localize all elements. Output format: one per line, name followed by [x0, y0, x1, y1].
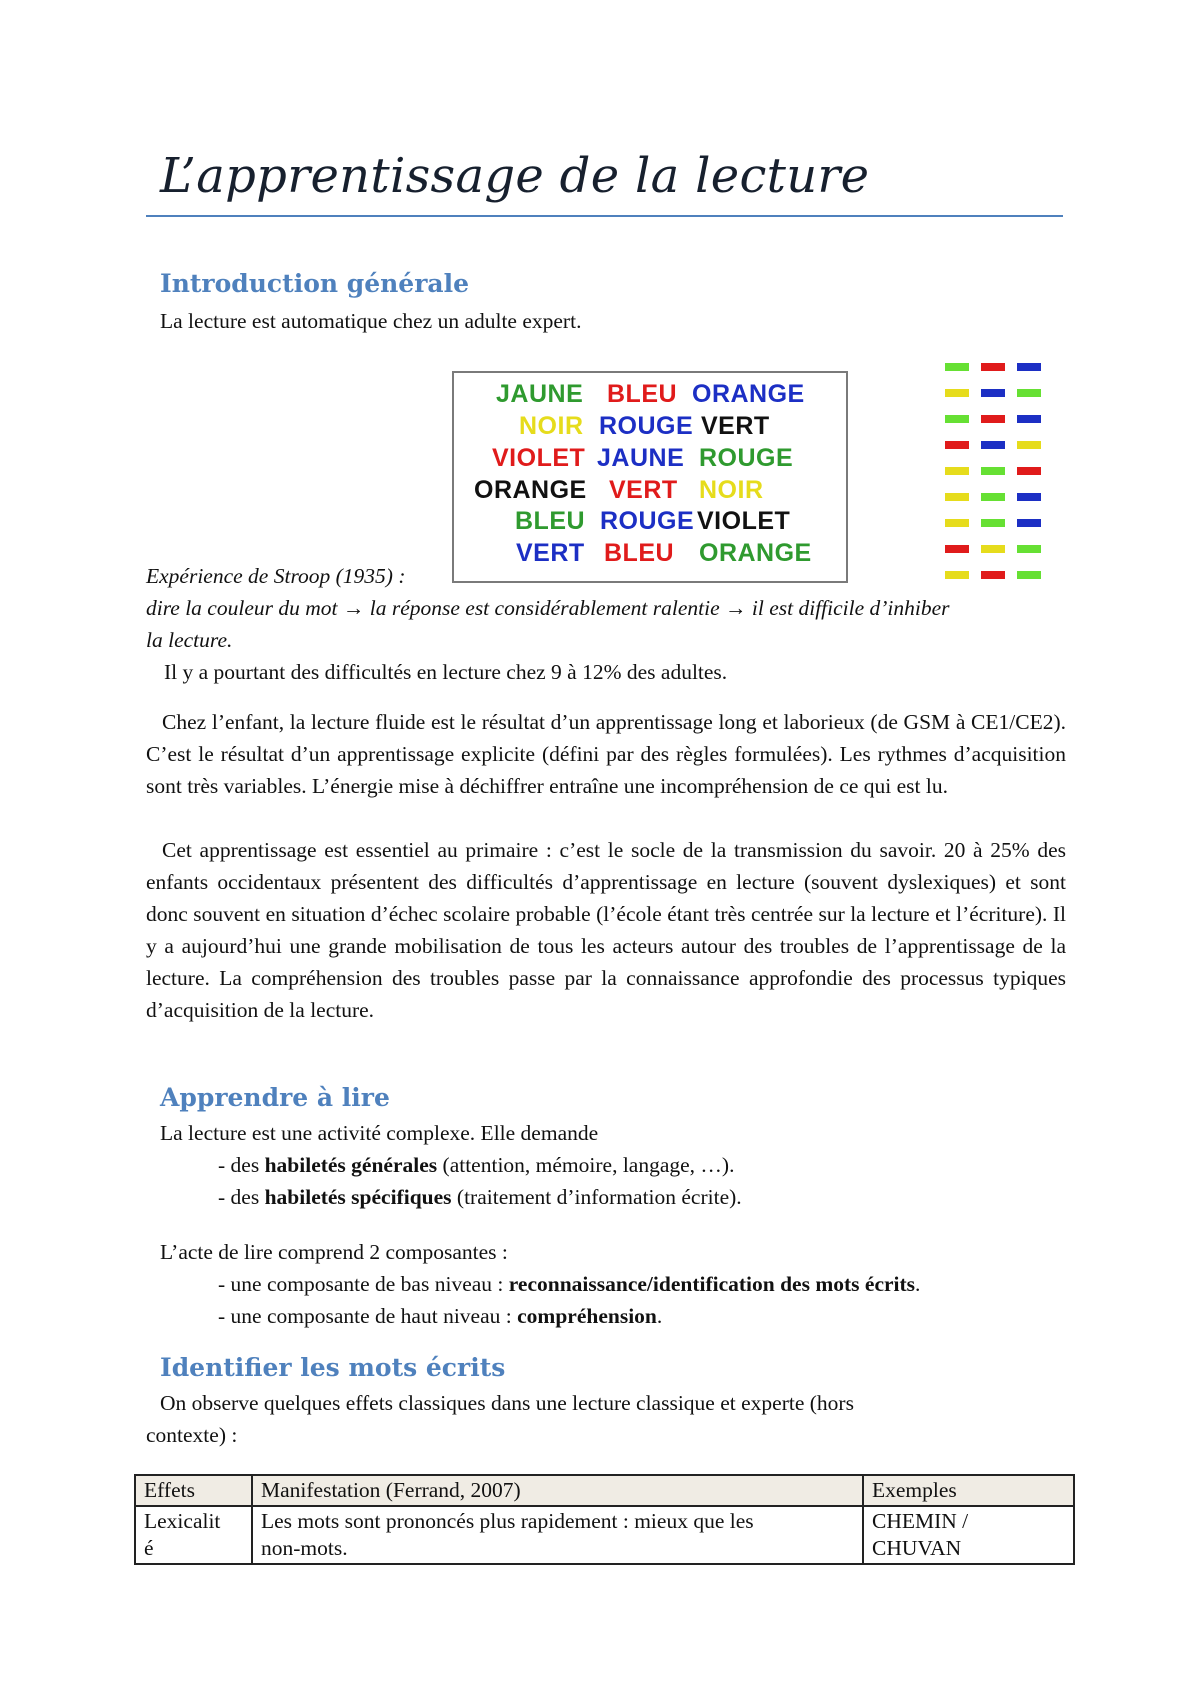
table-row — [135, 1506, 1074, 1564]
color-swatch — [1017, 415, 1041, 423]
color-swatch — [945, 415, 969, 423]
list-item-text: . — [656, 1304, 663, 1328]
stroop-word: ORANGE — [692, 380, 805, 408]
color-swatch — [945, 571, 969, 579]
heading-introduction: Introduction générale — [160, 269, 469, 298]
stroop-word: BLEU — [604, 539, 675, 567]
color-swatch — [1017, 545, 1041, 553]
list-item-bold: habiletés générales — [264, 1153, 438, 1177]
list-item — [218, 1300, 662, 1332]
title-underline — [146, 215, 1063, 217]
list-item — [218, 1268, 920, 1300]
stroop-word: BLEU — [515, 507, 586, 535]
table-cell-exemples — [863, 1506, 1074, 1564]
paragraph-enfant: Chez l’enfant, la lecture fluide est le résultat d’un apprentissage long et laborieux (de GSM à CE1/CE2). C’est le résultat d’un apprentissage explicite (défini par des règles formulées). Les rythmes d’acquisition sont très variables. L’énergie mise à déchiffrer entraîne une incompréhension de ce qui est lu. — [146, 710, 1066, 798]
color-swatch — [1017, 493, 1041, 501]
list-item-text: (traitement d’information écrite). — [451, 1185, 742, 1209]
color-swatch — [981, 363, 1005, 371]
identifier-line-end: contexte) : — [146, 1423, 238, 1447]
color-swatch — [981, 467, 1005, 475]
stroop-word: ROUGE — [600, 507, 695, 535]
color-swatch — [981, 571, 1005, 579]
list-item-text: - une composante de bas niveau : — [218, 1272, 509, 1296]
column-header-exemples: Exemples — [863, 1475, 1074, 1506]
apprendre-intro: La lecture est une activité complexe. Elle demande — [160, 1121, 599, 1145]
list-item — [218, 1149, 734, 1181]
stroop-word: VERT — [516, 539, 585, 567]
stroop-caption: Expérience de Stroop (1935) : — [146, 564, 406, 588]
stroop-description-end: la lecture. — [146, 628, 233, 652]
stroop-word: VERT — [609, 476, 678, 504]
intro-line: La lecture est automatique chez un adulte expert. — [160, 309, 582, 333]
table-cell-effet — [135, 1506, 252, 1564]
list-item-bold: compréhension — [517, 1304, 657, 1328]
color-swatch — [945, 545, 969, 553]
table-cell-manifestation — [252, 1506, 863, 1564]
color-swatch — [981, 519, 1005, 527]
color-swatch — [945, 467, 969, 475]
composantes-intro: L’acte de lire comprend 2 composantes : — [160, 1240, 508, 1264]
table-header-row — [135, 1475, 1074, 1506]
list-item-bold: reconnaissance/identification des mots écrits — [508, 1272, 916, 1296]
color-swatch — [1017, 441, 1041, 449]
stroop-word: NOIR — [699, 476, 764, 504]
difficulties-line: Il y a pourtant des difficultés en lecture chez 9 à 12% des adultes. — [164, 660, 728, 684]
list-item-text: . — [915, 1272, 921, 1296]
color-swatch — [1017, 571, 1041, 579]
stroop-word: NOIR — [519, 412, 584, 440]
color-swatch — [1017, 519, 1041, 527]
stroop-word: VERT — [701, 412, 770, 440]
stroop-word: ROUGE — [699, 444, 794, 472]
stroop-color-swatches — [945, 363, 1045, 583]
list-item-text: - une composante de haut niveau : — [218, 1304, 518, 1328]
identifier-line: On observe quelques effets classiques dans une lecture classique et experte (hors — [160, 1391, 854, 1415]
cell-text: Les mots sont prononcés plus rapidement : mieux que les — [261, 1509, 754, 1533]
stroop-word: ORANGE — [699, 539, 812, 567]
color-swatch — [981, 389, 1005, 397]
stroop-word: BLEU — [607, 380, 678, 408]
column-header-manifestation: Manifestation (Ferrand, 2007) — [252, 1475, 863, 1506]
page-title: L’apprentissage de la lecture — [160, 148, 870, 204]
stroop-word-grid — [452, 371, 848, 583]
list-item-bold: habiletés spécifiques — [264, 1185, 452, 1209]
color-swatch — [1017, 363, 1041, 371]
color-swatch — [945, 363, 969, 371]
stroop-word: VIOLET — [697, 507, 791, 535]
cell-text: Lexicalit — [144, 1509, 221, 1533]
stroop-word: VIOLET — [492, 444, 586, 472]
stroop-word: JAUNE — [597, 444, 685, 472]
color-swatch — [1017, 467, 1041, 475]
list-item-text: - des — [218, 1185, 265, 1209]
color-swatch — [945, 441, 969, 449]
stroop-word: JAUNE — [496, 380, 584, 408]
color-swatch — [981, 493, 1005, 501]
stroop-word: ORANGE — [474, 476, 587, 504]
color-swatch — [1017, 389, 1041, 397]
color-swatch — [981, 415, 1005, 423]
cell-text: CHUVAN — [872, 1536, 962, 1560]
column-header-effets: Effets — [135, 1475, 252, 1506]
color-swatch — [945, 389, 969, 397]
cell-text: é — [144, 1536, 154, 1560]
color-swatch — [945, 519, 969, 527]
effects-table — [134, 1474, 1075, 1565]
list-item-text: (attention, mémoire, langage, …). — [437, 1153, 735, 1177]
cell-text: CHEMIN / — [872, 1509, 969, 1533]
list-item — [218, 1181, 742, 1213]
stroop-word: ROUGE — [599, 412, 694, 440]
paragraph-primaire: Cet apprentissage est essentiel au primaire : c’est le socle de la transmission du savoir. 20 à 25% des enfants occidentaux présentent des difficultés d’apprentissage en lecture (souvent dyslexiques) et sont donc souvent en situation d’échec scolaire probable (l’école étant très centrée sur la lecture et l’écriture). Il y a aujourd’hui une grande mobilisation de tous les acteurs autour des troubles de l’apprentissage de la lecture. La compréhension des troubles passe par la connaissance approfondie des processus typiques d’acquisition de la lecture. — [146, 838, 1066, 1022]
color-swatch — [981, 545, 1005, 553]
color-swatch — [945, 493, 969, 501]
stroop-description: dire la couleur du mot → la réponse est considérablement ralentie → il est difficile d’inhiber — [146, 596, 950, 620]
heading-identifier: Identifier les mots écrits — [160, 1353, 506, 1382]
color-swatch — [981, 441, 1005, 449]
cell-text: non-mots. — [261, 1536, 348, 1560]
list-item-text: - des — [218, 1153, 265, 1177]
heading-apprendre: Apprendre à lire — [160, 1083, 390, 1112]
